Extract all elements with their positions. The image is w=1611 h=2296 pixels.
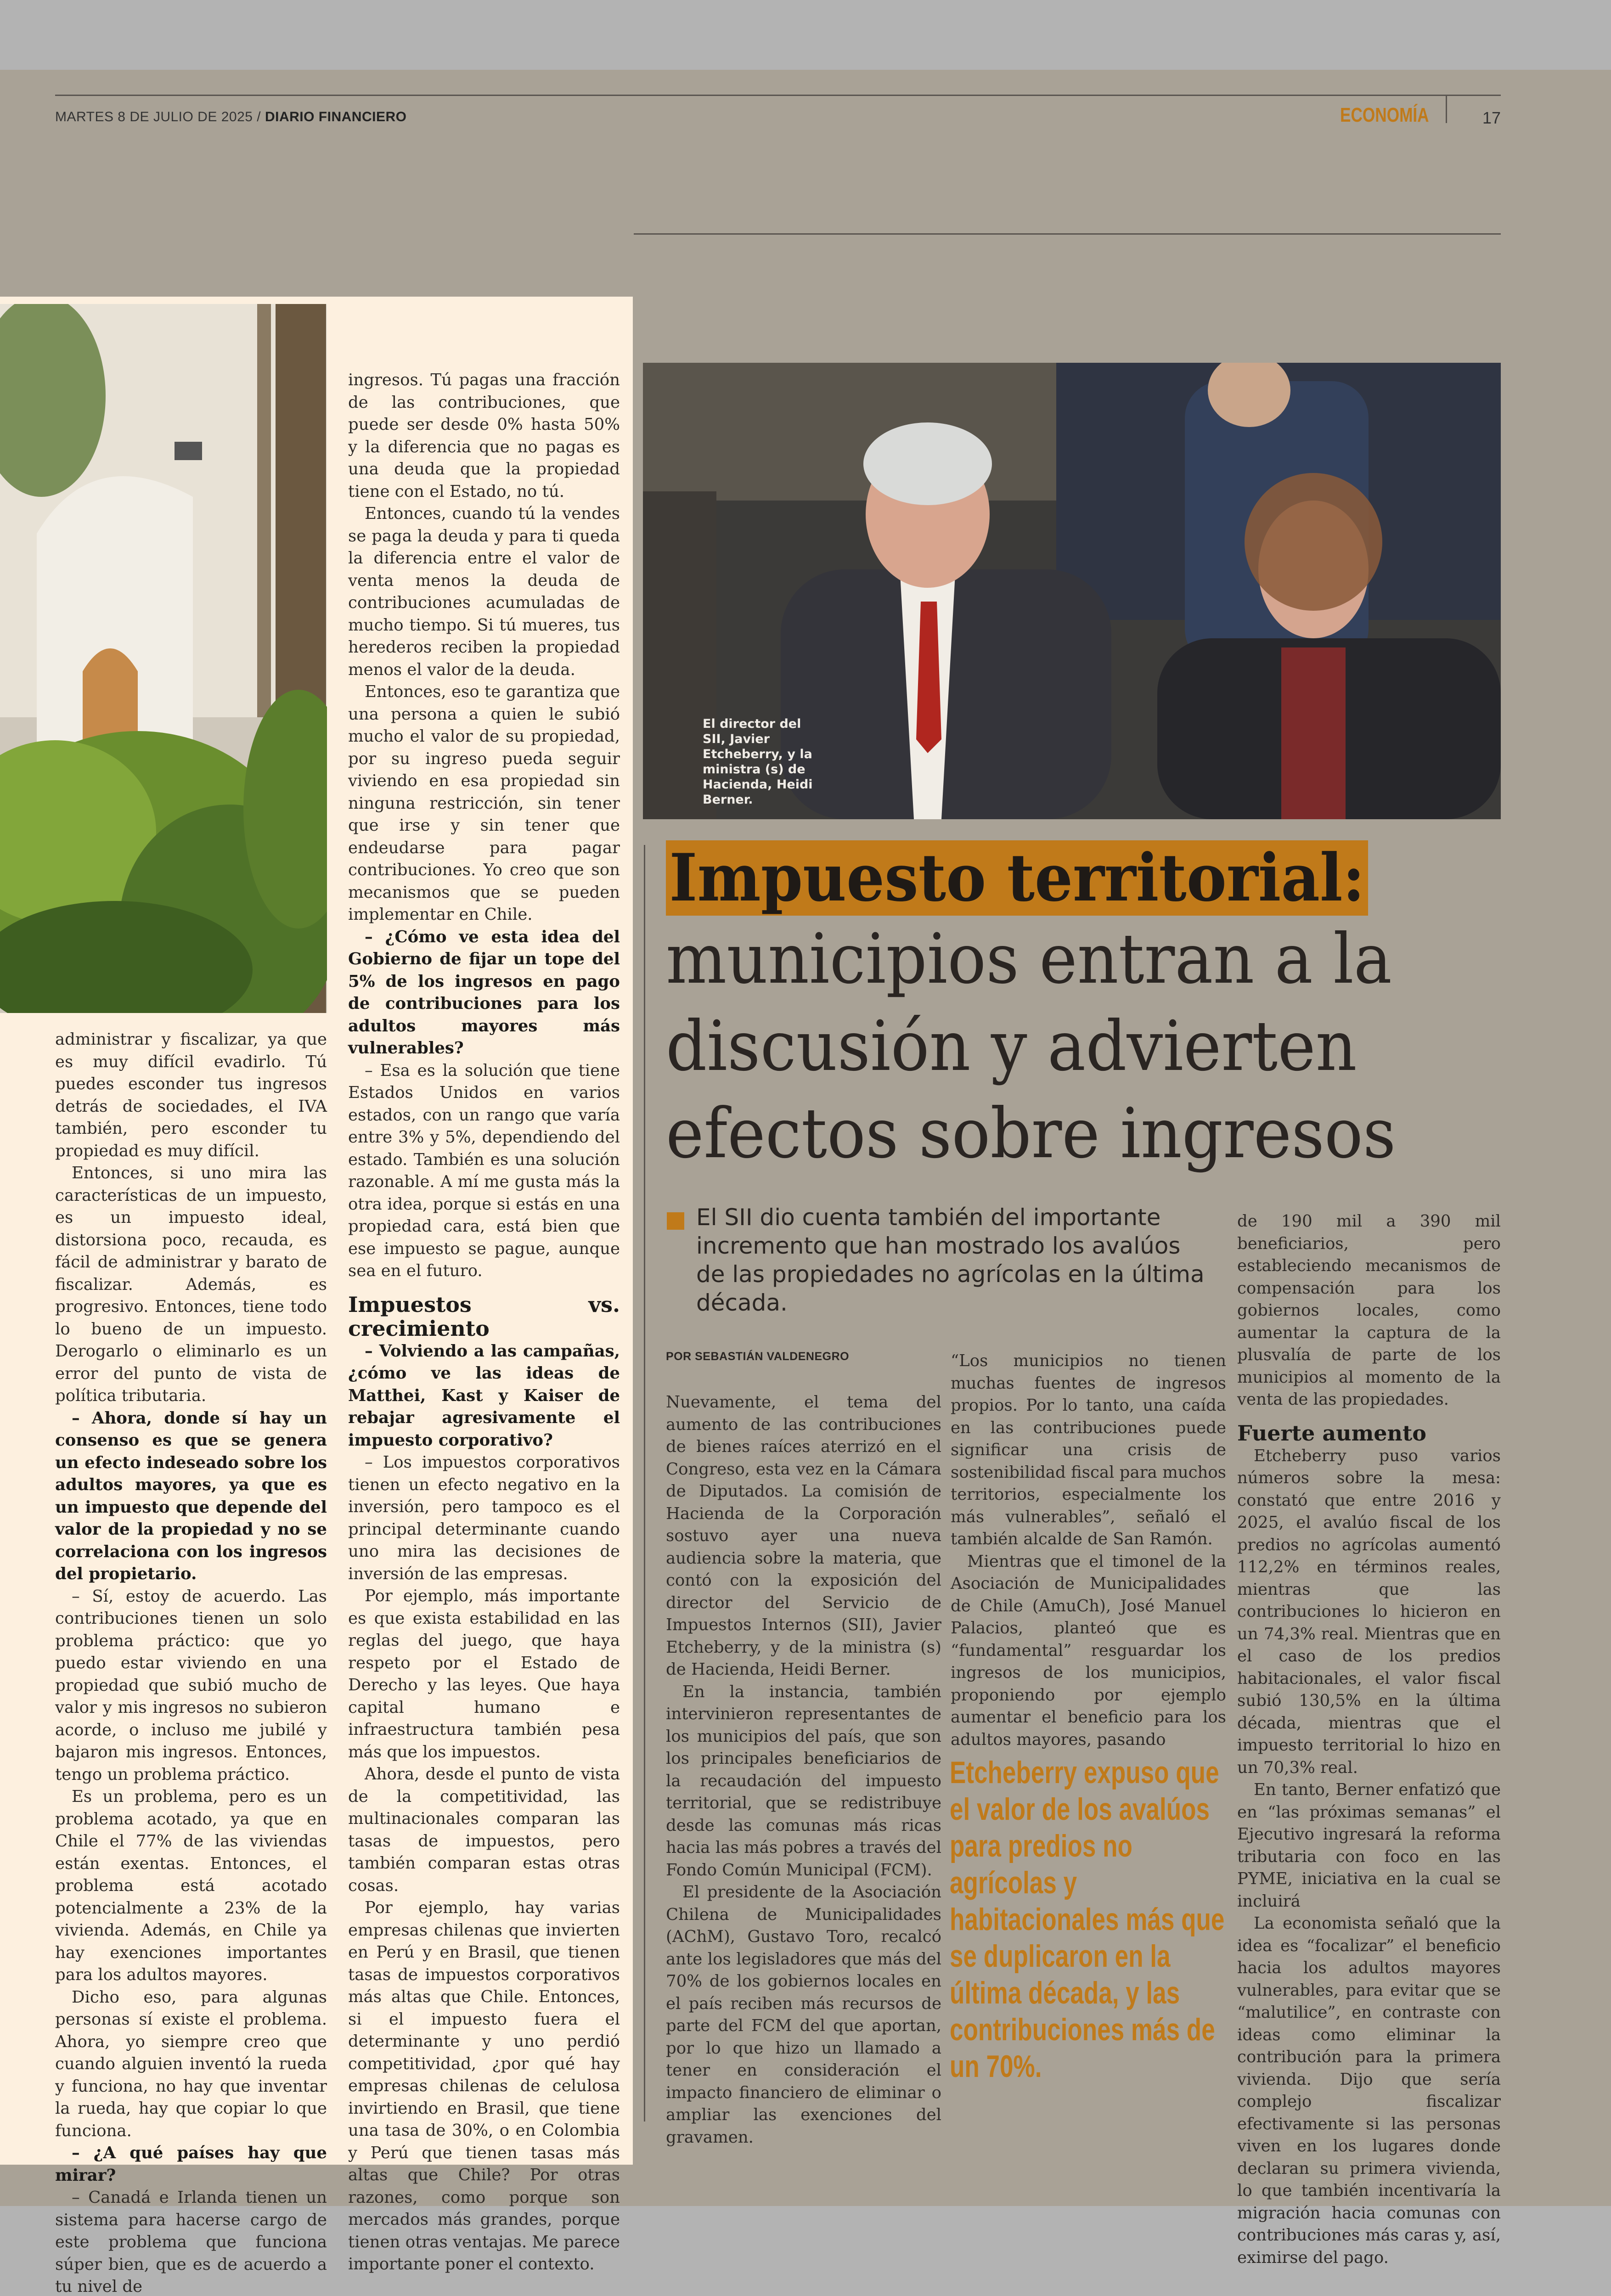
section-label: ECONOMÍA [1340, 104, 1429, 126]
paragraph: Por ejemplo, hay varias empresas chilenas que invierten en Perú y en Brasil, que tienen tasas de impuestos corporativos más altas que Chile. Entonces, si el impuesto fuera el determinante y uno perdió competitividad, ¿por qué hay empresas chilenas de celulosa invirtiendo en Brasil, que tiene una tasa de 30%, o en Colombia y Perú que tienen tasas más altas que Chile? Por otras razones, como porque son mercados más grandes, porque tienen otras ventajas. Me parece importante poner el contexto. [348, 1898, 620, 2273]
section-rule [634, 233, 1501, 235]
paragraph: ingresos. Tú pagas una fracción de las contribuciones, que puede ser desde 0% hasta 50% y la diferencia que no pagas es una deuda que la propiedad tiene con el Estado, no tú. [348, 371, 620, 501]
header-paper-name: DIARIO FINANCIERO [265, 109, 407, 124]
lead-bullet-square [667, 1212, 684, 1230]
paragraph: de 190 mil a 390 mil beneficiarios, pero estableciendo mecanismos de compensación para los gobiernos locales, como aumentar la captura de la plusvalía de parte de los municipios al momento de la venta de las propiedades. [1237, 1212, 1501, 1409]
paragraph: En tanto, Berner enfatizó que en “las próximas semanas” el Ejecutivo ingresará la reforma tributaria con foco en las PYME, iniciativa en la cual se incluirá [1237, 1780, 1501, 1911]
paragraph: La economista señaló que la idea es “focalizar” el beneficio hacia los adultos mayores vulnerables, para evitar que se “malutilice”, en contraste con ideas como eliminar la contribución para la primera vivienda. Dijo que sería complejo fiscalizar efectivamente si las personas viven en los lugares donde declaran su primera vivienda, lo que también incentivaría la migración hacia comunas con contribuciones más caras y, así, eximirse del pago. [1237, 1914, 1501, 2267]
garden-photo [0, 304, 327, 1013]
paragraph: Nuevamente, el tema del aumento de las contribuciones de bienes raíces aterrizó en el Congreso, esta vez en la Cámara de Diputados. La comisión de Hacienda de la Corporación sostuvo ayer una nueva audiencia sobre la materia, que contó con la exposición del director del Servicio de Impuestos Internos (SII), Javier Etcheberry, y de la ministra (s) de Hacienda, Heidi Berner. [666, 1393, 941, 1679]
paragraph: Es un problema, pero es un problema acotado, ya que en Chile el 77% de las viviendas están exentas. Entonces, el problema está acotado potencialmente a 23% de la vivienda. Además, en Chile ya hay exenciones importantes para los adultos mayores. [55, 1787, 327, 1984]
paragraph: Entonces, si uno mira las características de un impuesto, es un impuesto ideal, distorsiona poco, recauda, es fácil de administrar y barato de fiscalizar. Además, es progresivo. Entonces, tiene todo lo bueno de un impuesto. Derogarlo o eliminarlo es un error del punto de vista de política tributaria. [55, 1164, 327, 1405]
column-divider [644, 845, 645, 2122]
header-separator: / [253, 109, 265, 124]
headline-line-2: discusión y advierten [666, 1007, 1357, 1086]
article-lead: El SII dio cuenta también del importante incremento que han mostrado los avalúos de las propiedades no agrícolas en la última década. [696, 1204, 1205, 1316]
news-column-1 [666, 1391, 941, 2149]
paragraph: – Los impuestos corporativos tienen un efecto negativo en la inversión, pero tampoco es el principal determinante cuando uno mira las decisiones de inversión de las empresas. [348, 1453, 620, 1583]
paragraph: Dicho eso, para algunas personas sí existe el problema. Ahora, yo siempre creo que cuando alguien inventó la rueda y funciona, no hay que inventar la rueda, hay que copiar lo que funciona. [55, 1987, 327, 2140]
news-column-3 [1237, 1210, 1501, 2269]
interview-question: – ¿A qué países hay que mirar? [55, 2144, 327, 2185]
garden-photo-image [0, 304, 327, 1013]
paragraph: – Sí, estoy de acuerdo. Las contribuciones tienen un solo problema práctico: que yo puedo estar viviendo en una propiedad que subió mucho de valor y mis ingresos no subieron acorde, o incluso me jubilé y bajaron mis ingresos. Entonces, tengo un problema práctico. [55, 1587, 327, 1784]
article-byline: POR SEBASTIÁN VALDENEGRO [666, 1350, 850, 1363]
header-date: MARTES 8 DE JULIO DE 2025 [55, 109, 253, 124]
interview-column-2 [348, 369, 620, 2276]
headline-line-3: efectos sobre ingresos [666, 1094, 1396, 1174]
paragraph: Entonces, cuando tú la vendes se paga la deuda y para ti queda la diferencia entre el valor de venta menos la deuda de contribuciones acumuladas de mucho tiempo. Si tú mueres, tus herederos reciben la propiedad menos el valor de la deuda. [348, 504, 620, 679]
headline-highlight: Impuesto territorial: [666, 840, 1368, 916]
paragraph: Por ejemplo, más importante es que exista estabilidad en las reglas del juego, que haya respeto por el Estado de Derecho y las leyes. Que haya capital humano e infraestructura también pesa más que los impuestos. [348, 1587, 620, 1761]
paragraph: “Los municipios no tienen muchas fuentes de ingresos propios. Por lo tanto, una caída en las contribuciones puede significar una crisis de sostenibilidad fiscal para muchos territorios, especialmente los más vulnerables”, señaló el también alcalde de San Ramón. [951, 1351, 1226, 1548]
paragraph: administrar y fiscalizar, ya que es muy difícil evadirlo. Tú puedes esconder tus ingresos detrás de sociedades, el IVA también, pero esconder tu propiedad es muy difícil. [55, 1030, 327, 1160]
paragraph: – Canadá e Irlanda tienen un sistema para hacerse cargo de este problema que funciona súper bien, que es de acuerdo a tu nivel de [55, 2188, 327, 2296]
interview-question: – Volviendo a las campañas, ¿cómo ve las ideas de Matthei, Kast y Kaiser de rebajar agresivamente el impuesto corporativo? [348, 1341, 620, 1450]
paragraph: Entonces, eso te garantiza que una persona a quien le subió mucho el valor de su propiedad, por su ingreso pueda seguir viviendo en esa propiedad sin ninguna restricción, sin tener que irse y sin tener que endeudarse para pagar contribuciones. Yo creo que son mecanismos que se pueden implementar en Chile. [348, 682, 620, 924]
paragraph: Ahora, desde el punto de vista de la competitividad, las multinacionales comparan las tasas de impuestos, pero también comparan estas otras cosas. [348, 1765, 620, 1895]
page-number: 17 [1482, 108, 1501, 127]
subheading: Impuestos vs. crecimiento [348, 1292, 620, 1341]
subheading: Fuerte aumento [1237, 1420, 1426, 1446]
interview-column-1 [55, 1029, 327, 2296]
photo-caption: El director del SII, Javier Etcheberry, y la ministra (s) de Hacienda, Heidi Berner. [703, 717, 813, 807]
paragraph: Etcheberry puso varios números sobre la mesa: constató que entre 2016 y 2025, el avalúo fiscal de los predios no agrícolas aumentó 112,2% en términos reales, mientras que las contribuciones lo hicieron en un 74,3% real. Mientras que en el caso de los predios habitacionales, el valor fiscal subió 130,5% en la última década, mientras que el impuesto territorial lo hizo en un 70,3% real. [1237, 1446, 1501, 1777]
interview-question: – Ahora, donde sí hay un consenso es que se genera un efecto indeseado sobre los adultos mayores, ya que es un impuesto que depende del valor de la propiedad y no se correlaciona con los ingresos del propietario. [55, 1408, 327, 1583]
news-column-2 [951, 1350, 1226, 1751]
paragraph: El presidente de la Asociación Chilena de Municipalidades (AChM), Gustavo Toro, recalcó ante los legisladores que más del 70% de los gobiernos locales en el país reciben más recursos de parte del FCM del que aportan, por lo que hizo un llamado a tener en consideración el impacto financiero de eliminar o ampliar las exenciones del gravamen. [666, 1883, 941, 2147]
pull-quote: Etcheberry expuso que el valor de los avalúos para predios no agrícolas y habitacionales más que se duplicaron en la última década, y las contribuciones más de un 70%. [950, 1755, 1225, 2084]
header-divider [1446, 96, 1447, 123]
paragraph: – Esa es la solución que tiene Estados Unidos en varios estados, con un rango que varía entre 3% y 5%, dependiendo del estado. También es una solución razonable. A mí me gusta más la otra idea, porque si estás en una propiedad cara, está bien que ese impuesto se pague, aunque sea en el futuro. [348, 1061, 620, 1280]
header-rule [55, 95, 1501, 96]
paragraph: En la instancia, también intervinieron representantes de los municipios del país, que son los principales beneficiarios de la recaudación del impuesto territorial, que se redistribuye desde las comunas más ricas hacia las más pobres a través del Fondo Común Municipal (FCM). [666, 1682, 941, 1880]
paragraph: Mientras que el timonel de la Asociación de Municipalidades de Chile (AmuCh), José Manuel Palacios, planteó que es “fundamental” resguardar los ingresos de los municipios, proponiendo por ejemplo aumentar el beneficio para los adultos mayores, pasando [951, 1552, 1226, 1749]
article-headline [666, 840, 1501, 1177]
headline-line-1: municipios entran a la [666, 919, 1392, 999]
page-header-date [55, 109, 406, 125]
interview-question: – ¿Cómo ve esta idea del Gobierno de fijar un tope del 5% de los ingresos en pago de contribuciones para los adultos mayores más vulnerables? [348, 927, 620, 1058]
